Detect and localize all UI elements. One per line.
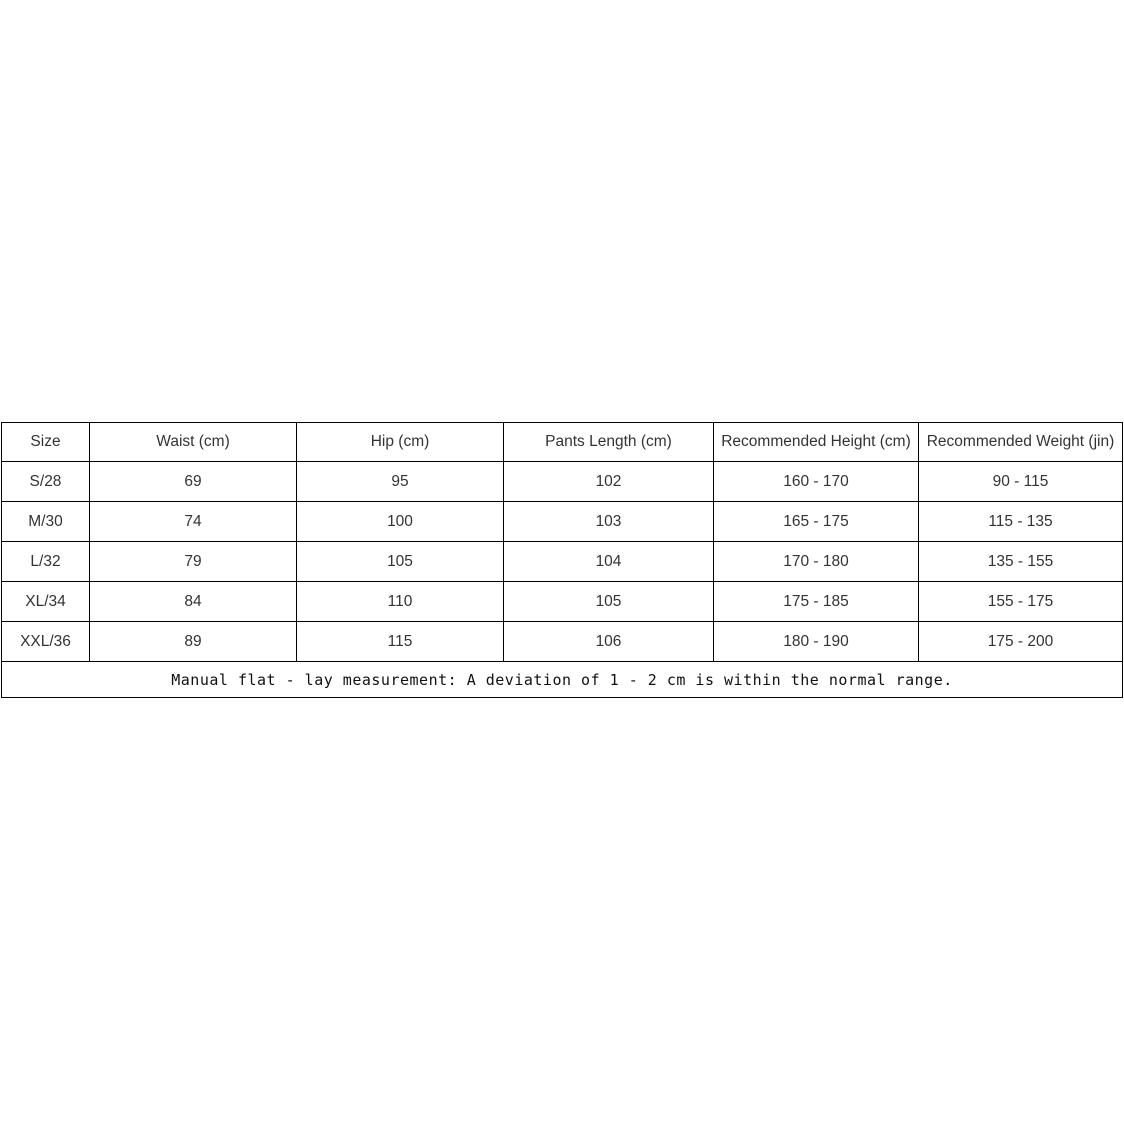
cell-size: L/32 <box>2 542 90 582</box>
cell-hip: 105 <box>297 542 504 582</box>
table-row-xl34 <box>2 582 1123 622</box>
cell-height: 170 - 180 <box>714 542 919 582</box>
cell-hip: 115 <box>297 622 504 662</box>
table-row-s28 <box>2 462 1123 502</box>
cell-pants-length: 103 <box>504 502 714 542</box>
cell-waist: 79 <box>90 542 297 582</box>
cell-size: XXL/36 <box>2 622 90 662</box>
cell-weight: 135 - 155 <box>919 542 1123 582</box>
cell-hip: 100 <box>297 502 504 542</box>
cell-weight: 175 - 200 <box>919 622 1123 662</box>
measurement-note: Manual flat - lay measurement: A deviation of 1 - 2 cm is within the normal range. <box>2 662 1123 698</box>
cell-hip: 95 <box>297 462 504 502</box>
cell-pants-length: 105 <box>504 582 714 622</box>
cell-size: S/28 <box>2 462 90 502</box>
cell-weight: 155 - 175 <box>919 582 1123 622</box>
cell-height: 175 - 185 <box>714 582 919 622</box>
cell-size: XL/34 <box>2 582 90 622</box>
cell-pants-length: 102 <box>504 462 714 502</box>
table-row-xxl36 <box>2 622 1123 662</box>
size-chart-table <box>1 422 1123 698</box>
cell-weight: 115 - 135 <box>919 502 1123 542</box>
table-row-m30 <box>2 502 1123 542</box>
cell-height: 165 - 175 <box>714 502 919 542</box>
cell-size: M/30 <box>2 502 90 542</box>
cell-waist: 84 <box>90 582 297 622</box>
header-cell-recommended-weight: Recommended Weight (jin) <box>919 423 1123 462</box>
header-cell-pants-length: Pants Length (cm) <box>504 423 714 462</box>
cell-waist: 69 <box>90 462 297 502</box>
header-cell-waist: Waist (cm) <box>90 423 297 462</box>
cell-weight: 90 - 115 <box>919 462 1123 502</box>
cell-pants-length: 104 <box>504 542 714 582</box>
cell-pants-length: 106 <box>504 622 714 662</box>
cell-height: 160 - 170 <box>714 462 919 502</box>
cell-waist: 89 <box>90 622 297 662</box>
header-cell-size: Size <box>2 423 90 462</box>
header-cell-recommended-height: Recommended Height (cm) <box>714 423 919 462</box>
cell-waist: 74 <box>90 502 297 542</box>
cell-hip: 110 <box>297 582 504 622</box>
header-row <box>2 423 1123 462</box>
cell-height: 180 - 190 <box>714 622 919 662</box>
footnote-row <box>2 662 1123 698</box>
table-row-l32 <box>2 542 1123 582</box>
header-cell-hip: Hip (cm) <box>297 423 504 462</box>
